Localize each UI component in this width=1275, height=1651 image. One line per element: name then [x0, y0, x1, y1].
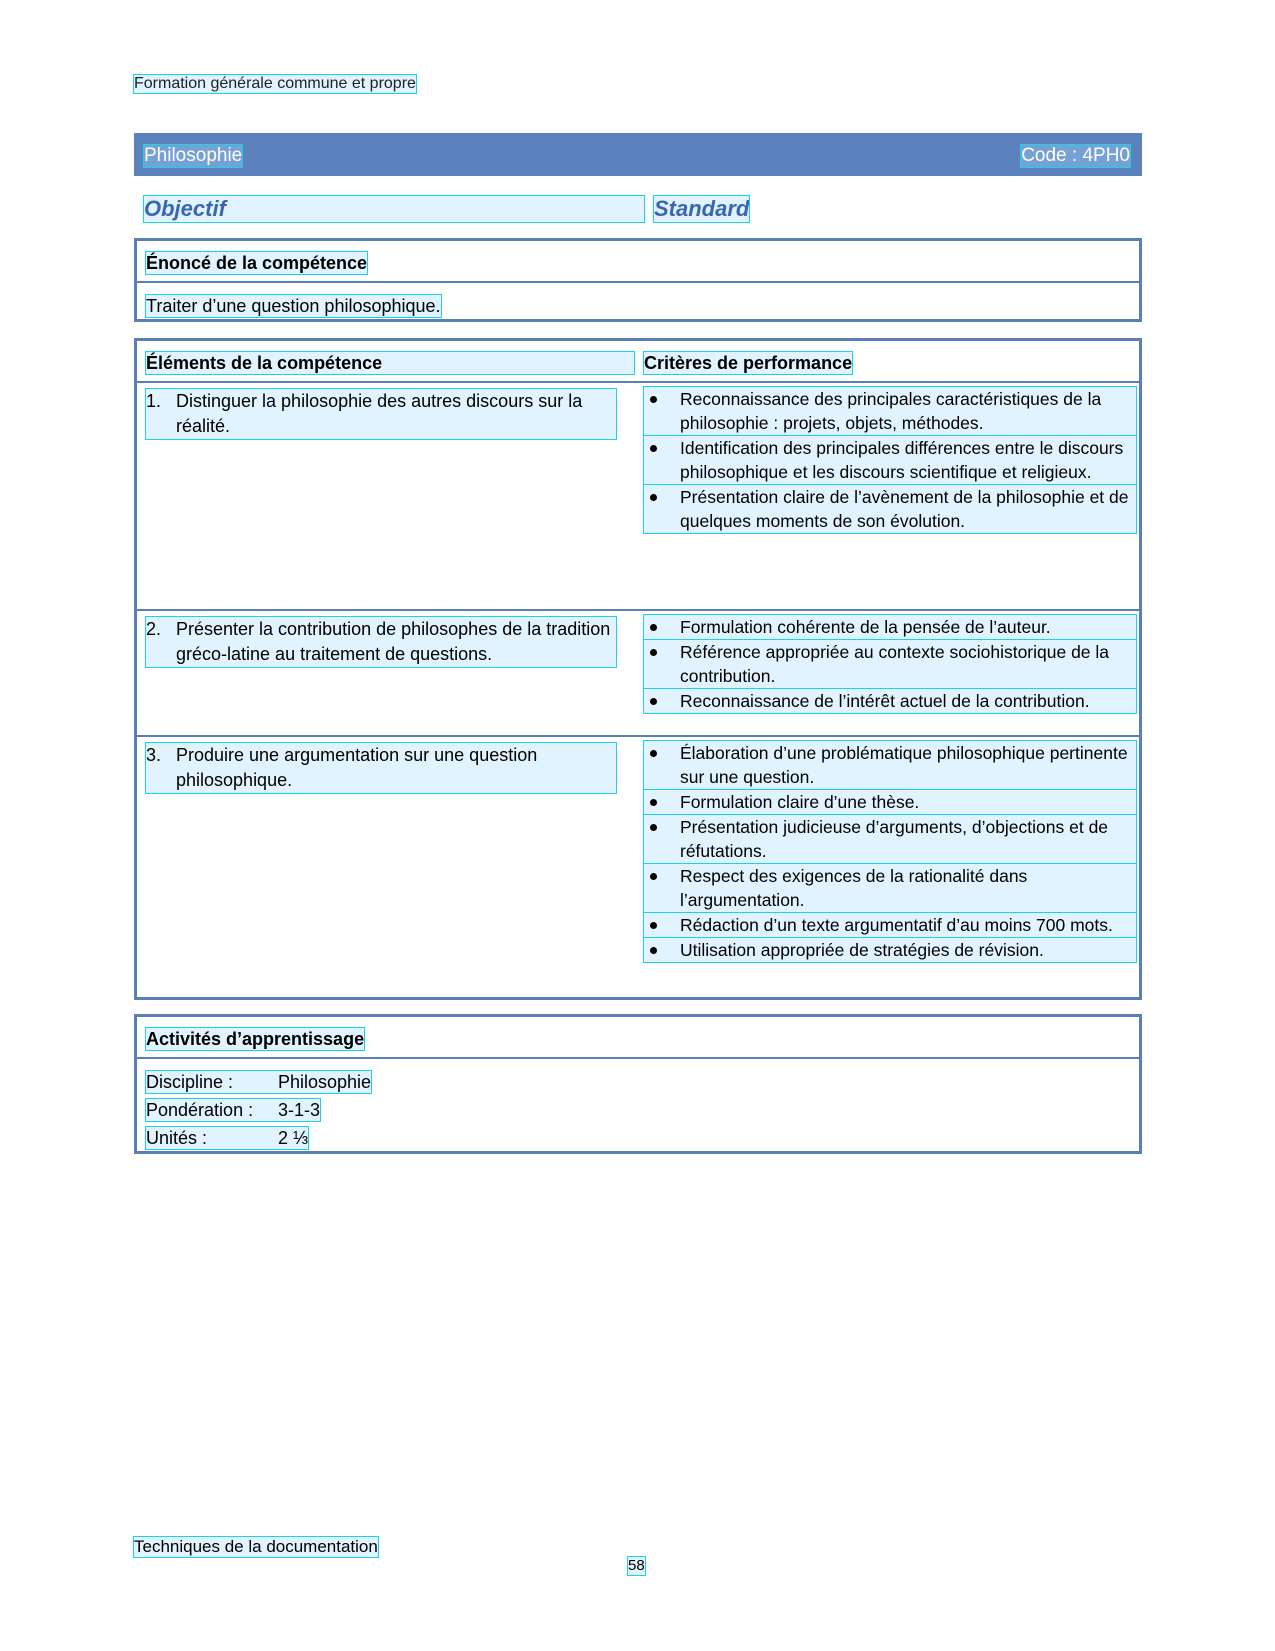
unites-value: 2 ⅓	[278, 1128, 309, 1148]
bullet-icon	[650, 494, 657, 501]
unites-label: Unités :	[146, 1128, 208, 1148]
criterion-item: Référence appropriée au contexte sociohistorique de la contribution.	[644, 640, 1136, 688]
criterion-item: Formulation cohérente de la pensée de l’auteur.	[644, 615, 1136, 639]
criterion-item: Formulation claire d’une thèse.	[644, 790, 1136, 814]
criterion-item: Élaboration d’une problématique philosophique pertinente sur une question.	[644, 741, 1136, 789]
course-title-bar	[134, 133, 1142, 176]
bullet-icon	[650, 824, 657, 831]
elements-header	[137, 341, 1139, 383]
element-row-2	[137, 609, 1139, 735]
activites-header	[137, 1017, 1139, 1059]
criterion-item: Reconnaissance des principales caractéristiques de la philosophie : projets, objets, méthodes.	[644, 387, 1136, 435]
bullet-icon	[650, 873, 657, 880]
ponderation-label: Pondération :	[146, 1100, 254, 1120]
bullet-icon	[650, 445, 657, 452]
enonce-header	[137, 241, 1139, 283]
course-name: Philosophie	[144, 145, 243, 166]
criterion-item: Présentation claire de l’avènement de la philosophie et de quelques moments de son évolution.	[644, 485, 1136, 533]
bullet-icon	[650, 750, 657, 757]
bullet-icon	[650, 947, 657, 954]
bullet-icon	[650, 649, 657, 656]
page-number: 58	[628, 1557, 645, 1574]
bullet-icon	[650, 799, 657, 806]
enonce-title: Énoncé de la compétence	[146, 253, 368, 273]
criterion-item: Rédaction d’un texte argumentatif d’au moins 700 mots.	[644, 913, 1136, 937]
bullet-icon	[650, 698, 657, 705]
enonce-box	[134, 238, 1142, 322]
enonce-text: Traiter d’une question philosophique.	[146, 296, 441, 316]
activites-box	[134, 1014, 1142, 1154]
element-row-3	[137, 735, 1139, 997]
elements-title: Éléments de la compétence	[146, 352, 634, 374]
page-header: Formation générale commune et propre	[134, 75, 416, 92]
criterion-item: Présentation judicieuse d’arguments, d’objections et de réfutations.	[644, 815, 1136, 863]
elements-box	[134, 338, 1142, 1000]
criterion-item: Utilisation appropriée de stratégies de révision.	[644, 938, 1136, 962]
bullet-icon	[650, 624, 657, 631]
activites-title: Activités d’apprentissage	[146, 1029, 365, 1049]
element-row-1	[137, 383, 1139, 609]
element-text: 2. Présenter la contribution de philosophes de la tradition gréco-latine au traitement de questions.	[146, 617, 616, 667]
course-code: Code : 4PH0	[1021, 145, 1130, 166]
criteria-list	[644, 741, 1136, 963]
criterion-item: Reconnaissance de l’intérêt actuel de la contribution.	[644, 689, 1136, 713]
criterion-item: Identification des principales différences entre le discours philosophique et les discours scientifique et religieux.	[644, 436, 1136, 484]
objectif-heading: Objectif	[144, 196, 644, 222]
element-text: 1. Distinguer la philosophie des autres discours sur la réalité.	[146, 389, 616, 439]
criteria-list	[644, 387, 1136, 534]
footer-program: Techniques de la documentation	[134, 1537, 378, 1556]
bullet-icon	[650, 396, 657, 403]
discipline-line	[146, 1071, 371, 1093]
criteria-list	[644, 615, 1136, 714]
criterion-item: Respect des exigences de la rationalité dans l’argumentation.	[644, 864, 1136, 912]
standard-heading: Standard	[654, 196, 750, 221]
criteria-title: Critères de performance	[644, 353, 853, 373]
discipline-value: Philosophie	[278, 1072, 372, 1092]
bullet-icon	[650, 922, 657, 929]
ponderation-value: 3-1-3	[278, 1100, 321, 1120]
discipline-label: Discipline :	[146, 1072, 234, 1092]
element-text: 3. Produire une argumentation sur une question philosophique.	[146, 743, 616, 793]
unites-line	[146, 1127, 308, 1149]
ponderation-line	[146, 1099, 320, 1121]
section-headings	[144, 196, 1134, 224]
